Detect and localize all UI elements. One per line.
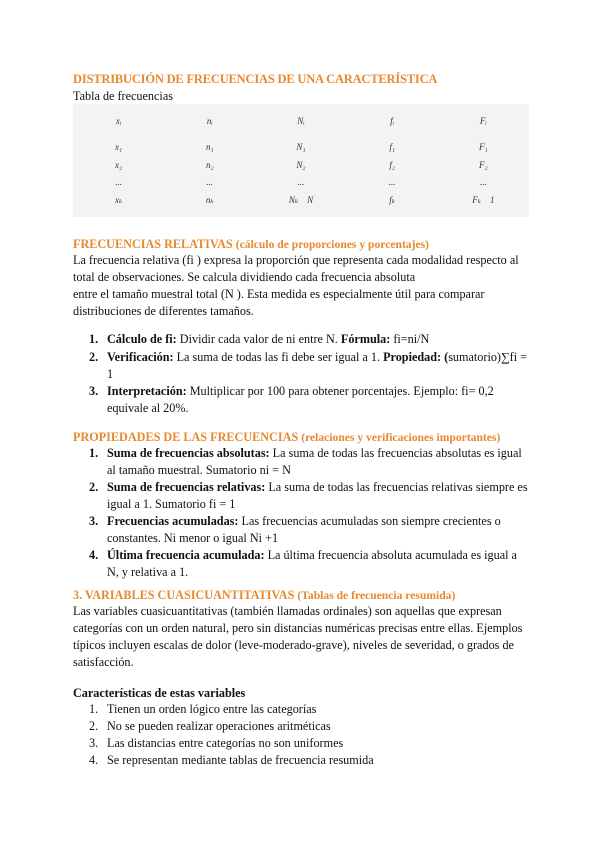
table-cell: Nₖ N bbox=[288, 195, 314, 206]
section-title-note: (relaciones y verificaciones importantes) bbox=[301, 431, 501, 444]
list-item bbox=[73, 735, 529, 752]
paragraph-variables bbox=[73, 603, 529, 671]
paragraph-line: La frecuencia relativa (fi ) expresa la proporción que representa cada modalidad respecto al bbox=[73, 253, 519, 267]
table-header-cell: nᵢ bbox=[206, 115, 213, 126]
paragraph-line: distribuciones de diferentes tamaños. bbox=[73, 304, 254, 318]
table-cell: f₁ bbox=[389, 141, 395, 152]
table-cell: ... bbox=[206, 177, 214, 188]
section-title-variables-cuasicuantitativas bbox=[73, 587, 455, 604]
table-cell: n₁ bbox=[205, 141, 214, 152]
list-propiedades bbox=[73, 445, 529, 581]
list-item-text: Dividir cada valor de ni entre N. bbox=[176, 332, 341, 346]
list-number: 1. bbox=[89, 446, 99, 460]
list-item bbox=[73, 701, 529, 718]
list-item-text: La suma de todas las frecuencias relativas siempre es igual a 1. Sumatorio fi = 1 bbox=[107, 480, 528, 511]
table-cell: x₁ bbox=[115, 141, 123, 152]
section-title-note: (cálculo de proporciones y porcentajes) bbox=[235, 238, 429, 251]
table-caption: Tabla de frecuencias bbox=[73, 89, 173, 103]
list-number: 2. bbox=[89, 719, 99, 733]
list-item-label: Última frecuencia acumulada: bbox=[107, 548, 265, 562]
table-row bbox=[73, 174, 529, 192]
subheading-text: Características de estas variables bbox=[73, 686, 246, 700]
list-item bbox=[73, 479, 529, 513]
table-cell: ... bbox=[480, 177, 487, 188]
table-header-row bbox=[73, 104, 529, 139]
list-item-label: Fórmula: bbox=[340, 332, 391, 346]
list-item bbox=[73, 513, 529, 547]
list-item bbox=[73, 718, 529, 735]
list-item-label: Suma de frecuencias relativas: bbox=[107, 480, 266, 494]
frequency-table bbox=[73, 104, 529, 217]
list-number: 3. bbox=[89, 384, 99, 398]
table-header-cell: fᵢ bbox=[390, 115, 395, 126]
list-item-text: La suma de todas las fi debe ser igual a 1. bbox=[173, 350, 384, 364]
table-cell: ... bbox=[297, 177, 305, 188]
list-item-label: Suma de frecuencias absolutas: bbox=[107, 446, 270, 460]
list-item-text: La última frecuencia absoluta acumulada es igual a N, y relativa a 1. bbox=[107, 548, 517, 579]
paragraph-text: Las variables cuasicuantitativas (también llamadas ordinales) son aquellas que expresan categorías con un orden natural, pero sin distancias numéricas precisas entre ellas. Ejemplos típicos incluyen escalas de dolor (leve-moderado-grave), niveles de severidad, o grados de satisfacción. bbox=[73, 604, 523, 669]
table-cell: n₂ bbox=[205, 159, 214, 170]
table-row bbox=[73, 156, 529, 174]
table-header-cell: xᵢ bbox=[115, 115, 122, 126]
list-caracteristicas bbox=[73, 701, 529, 769]
list-number: 1. bbox=[89, 332, 99, 346]
table-cell: nₖ bbox=[205, 195, 214, 206]
list-item-label: Cálculo de fi: bbox=[107, 332, 177, 346]
subheading-caracteristicas bbox=[73, 685, 529, 702]
list-item bbox=[73, 752, 529, 769]
table-cell: ... bbox=[388, 177, 396, 188]
section-title-distribucion: DISTRIBUCIÓN DE FRECUENCIAS DE UNA CARACTERÍSTICA bbox=[73, 72, 438, 86]
list-item-text: La suma de todas las frecuencias absolutas es igual al tamaño muestral. Sumatorio ni = N bbox=[107, 446, 522, 477]
list-item-text: fi=ni/N bbox=[390, 332, 430, 346]
paragraph-frecuencias-relativas bbox=[73, 252, 529, 320]
list-item bbox=[73, 445, 529, 479]
table-header-cell: Fᵢ bbox=[479, 115, 487, 126]
list-number: 4. bbox=[89, 753, 99, 767]
paragraph-line: entre el tamaño muestral total (N ). Esta medida es especialmente útil para comparar bbox=[73, 287, 485, 301]
list-item-label: Verificación: bbox=[107, 350, 174, 364]
section-title-text: PROPIEDADES DE LAS FRECUENCIAS bbox=[73, 430, 299, 444]
section-title-text: FRECUENCIAS RELATIVAS bbox=[73, 237, 233, 251]
list-item-label: Interpretación: bbox=[107, 384, 187, 398]
table-cell: N₂ bbox=[296, 159, 306, 170]
table-cell: ... bbox=[115, 177, 122, 188]
list-item-text: Las frecuencias acumuladas son siempre crecientes o constantes. Ni menor o igual Ni +1 bbox=[107, 514, 501, 545]
table-row bbox=[73, 192, 529, 210]
list-item bbox=[73, 383, 529, 417]
list-number: 1. bbox=[89, 702, 99, 716]
list-item-text: Multiplicar por 100 para obtener porcentajes. Ejemplo: fi= 0,2 equivale al 20%. bbox=[107, 384, 494, 415]
table-cell: x₂ bbox=[115, 159, 123, 170]
list-frecuencias-relativas bbox=[73, 331, 529, 417]
list-item-text: Tienen un orden lógico entre las categorías bbox=[107, 702, 317, 716]
list-item bbox=[73, 349, 529, 383]
list-item-text: No se pueden realizar operaciones aritméticas bbox=[107, 719, 331, 733]
table-cell: xₖ bbox=[114, 195, 123, 206]
list-number: 3. bbox=[89, 736, 99, 750]
list-number: 4. bbox=[89, 548, 99, 562]
section-title-text: 3. VARIABLES CUASICUANTITATIVAS bbox=[73, 588, 295, 602]
table-cell: f₂ bbox=[389, 159, 395, 170]
section-title-frecuencias-relativas bbox=[73, 236, 429, 253]
list-item-text: sumatorio)∑fi = 1 bbox=[107, 350, 528, 381]
table-row bbox=[73, 139, 529, 157]
list-item-text: Las distancias entre categorías no son uniformes bbox=[107, 736, 344, 750]
table-cell: fₖ bbox=[389, 195, 396, 206]
section-title-note: (Tablas de frecuencia resumida) bbox=[297, 589, 456, 602]
table-header-cell: Nᵢ bbox=[297, 115, 305, 126]
list-number: 3. bbox=[89, 514, 99, 528]
list-number: 2. bbox=[89, 480, 99, 494]
list-item-label: Frecuencias acumuladas: bbox=[107, 514, 239, 528]
list-number: 2. bbox=[89, 350, 99, 364]
list-item bbox=[73, 331, 529, 348]
table-cell: F₂ bbox=[479, 159, 488, 170]
paragraph-line: total de observaciones. Se calcula dividiendo cada frecuencia absoluta bbox=[73, 270, 416, 284]
list-item bbox=[73, 547, 529, 581]
table-cell: N₁ bbox=[296, 141, 306, 152]
list-item-label: Propiedad: ( bbox=[383, 350, 449, 364]
table-cell: F₁ bbox=[479, 141, 488, 152]
list-item-text: Se representan mediante tablas de frecuencia resumida bbox=[107, 753, 374, 767]
section-title-propiedades bbox=[73, 429, 500, 446]
table-cell: Fₖ 1 bbox=[472, 195, 495, 206]
